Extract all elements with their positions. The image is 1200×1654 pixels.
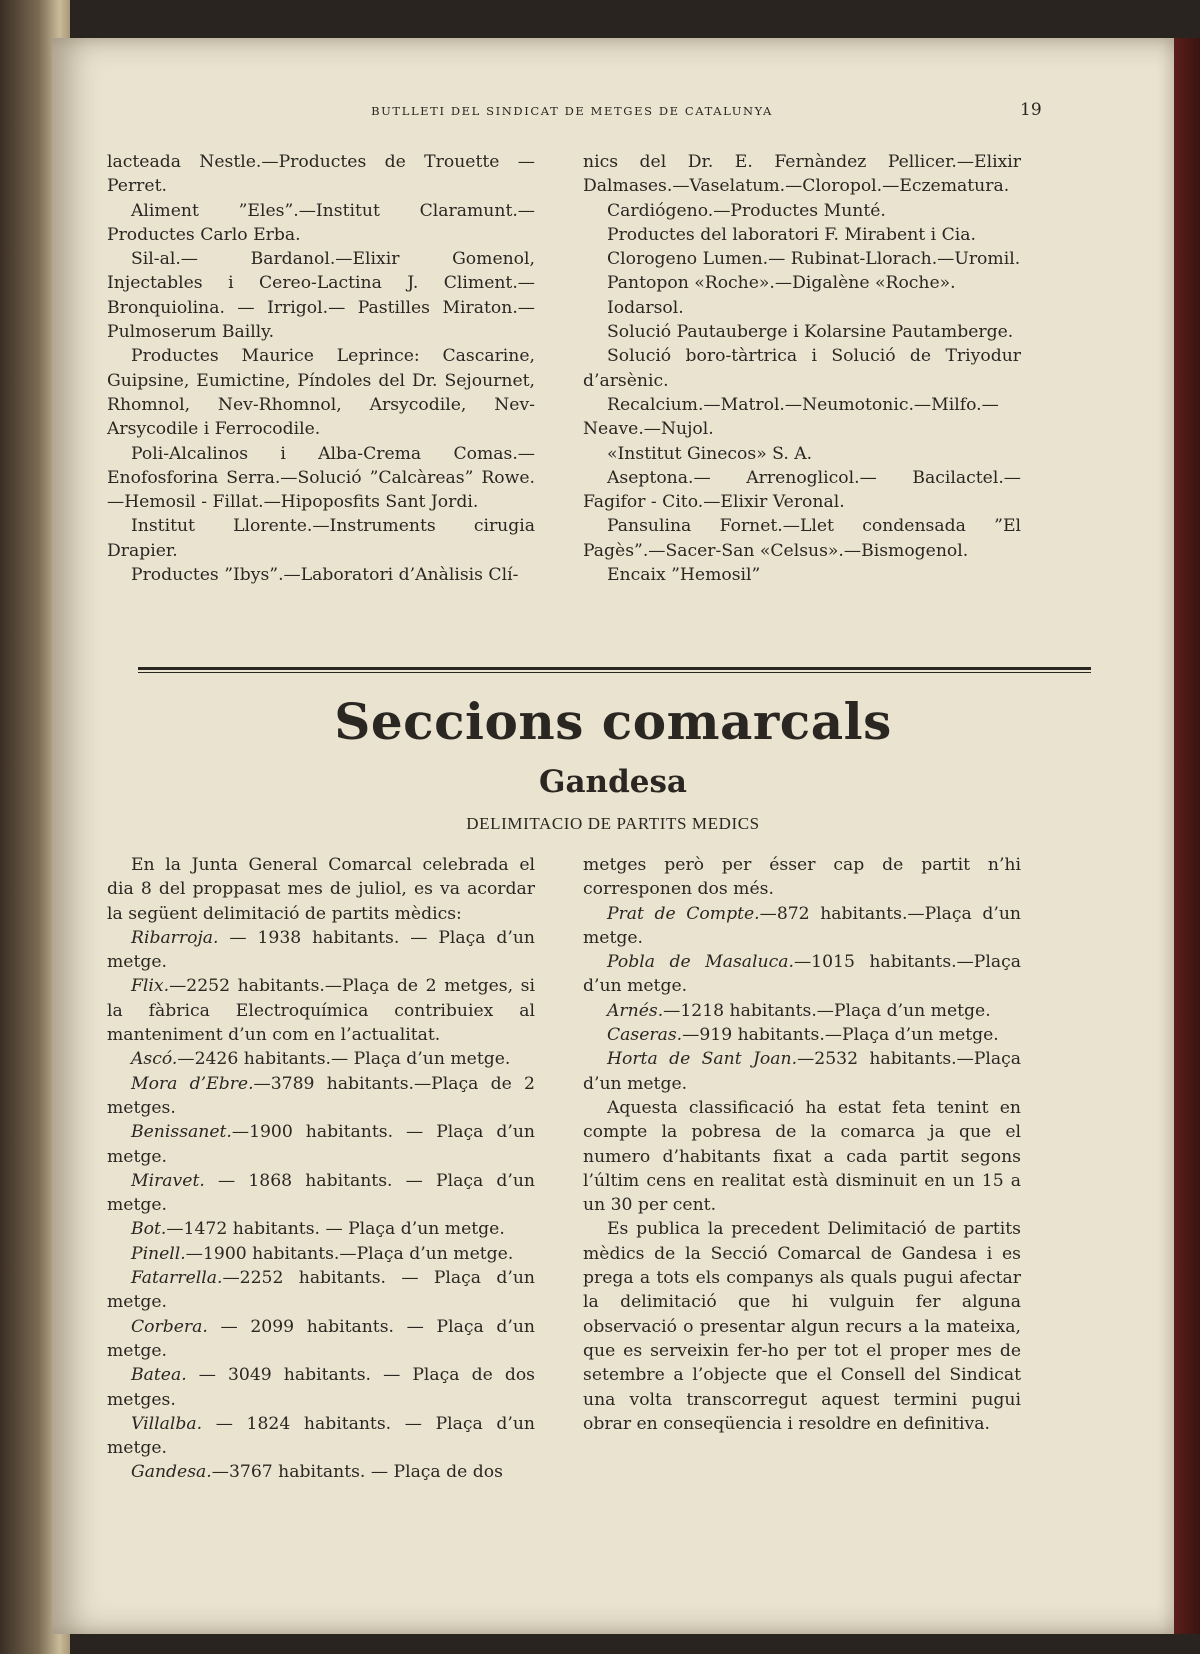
district-name: Batea.: [131, 1365, 187, 1386]
district-text: —2426 habitants.— Plaça d’un metge.: [177, 1049, 511, 1070]
district-entry: [583, 902, 1021, 951]
district-name: Ribarroja.: [131, 927, 219, 948]
district-name: Caseras.: [607, 1025, 683, 1046]
district-text: —3789 habitants.—Plaça de 2 metges.: [107, 1073, 535, 1118]
paragraph: [107, 853, 535, 926]
paragraph: Solució boro-tàrtrica i Solució de Triyodur d’arsènic.: [583, 346, 1021, 391]
district-name: Miravet.: [131, 1170, 205, 1191]
section-divider: [138, 667, 1091, 670]
district-entry: [107, 1315, 535, 1364]
district-text: — 1868 habitants. — Plaça d’un metge.: [107, 1170, 535, 1216]
district-text: —1218 habitants.—Plaça d’un metge.: [663, 1000, 991, 1021]
district-text: — 1824 habitants. — Plaça d’un metge.: [107, 1413, 535, 1459]
district-text: —919 habitants.—Plaça d’un metge.: [682, 1025, 999, 1046]
paragraph: [583, 1217, 1021, 1436]
paragraph: Aseptona.— Arrenoglicol.— Bacilactel.—Fagifor - Cito.—Elixir Veronal.: [583, 467, 1021, 513]
district-entry: [583, 1047, 1021, 1096]
paragraph: Sil-al.— Bardanol.—Elixir Gomenol, Injectables i Cereo-Lactina J. Climent.—Bronquiolina. — Irrigol.— Pastilles Miraton.— Pulmoserum Bailly.: [107, 249, 535, 343]
district-entry: [107, 1266, 535, 1315]
paragraph: Encaix ”Hemosil”: [607, 565, 761, 586]
paragraph: Pansulina Fornet.—Llet condensada ”El Pagès”.—Sacer-San «Celsus».—Bismogenol.: [583, 516, 1021, 561]
paragraph: Institut Llorente.—Instruments cirugia Drapier.: [107, 516, 535, 561]
district-entry: [107, 1363, 535, 1412]
paragraph: Aliment ”Eles”.—Institut Claramunt.—Productes Carlo Erba.: [107, 200, 535, 245]
advertisers-column-left: [107, 150, 535, 587]
district-name: Benissanet.: [131, 1122, 232, 1143]
paragraph: Productes ”Ibys”.—Laboratori d’Anàlisis Clí-: [131, 565, 519, 586]
district-name: Prat de Compte.: [607, 903, 760, 924]
paragraph: Productes del laboratori F. Mirabent i Cia.: [607, 224, 976, 245]
paragraph: Productes Maurice Leprince: Cascarine, Guipsine, Eumictine, Píndoles del Dr. Sejournet, Rhomnol, Nev-Rhomnol, Arsycodile, Nev-Arsycodile i Ferrocodile.: [107, 346, 535, 440]
section-divider-thin: [138, 672, 1091, 673]
district-entry: [107, 1242, 535, 1266]
paragraph: Pantopon «Roche».—Digalène «Roche».: [607, 273, 956, 294]
page-number: 19: [1020, 100, 1042, 120]
district-name: Pobla de Masaluca.: [607, 952, 794, 973]
district-text: — 3049 habitants. — Plaça de dos metges.: [107, 1365, 535, 1410]
district-text: —2252 habitants. — Plaça d’un metge.: [107, 1268, 535, 1313]
district-entry: [107, 1412, 535, 1461]
district-text: — 1938 habitants. — Plaça d’un metge.: [107, 927, 535, 973]
districts-column-right: [583, 853, 1021, 1436]
paragraph: lacteada Nestle.—Productes de Trouette — Perret.: [107, 152, 535, 197]
district-name: Corbera.: [131, 1316, 208, 1337]
place-title: Gandesa: [538, 764, 688, 800]
paragraph: Cardiógeno.—Productes Munté.: [607, 200, 886, 221]
district-entry: [107, 1072, 535, 1121]
district-name: Ascó.: [131, 1049, 178, 1070]
paragraph: «Institut Ginecos» S. A.: [607, 443, 813, 464]
district-text: — 2099 habitants. — Plaça d’un metge.: [107, 1316, 535, 1361]
district-text: —2532 habitants.—Plaça d’un metge.: [583, 1049, 1021, 1094]
paragraph: Poli-Alcalinos i Alba-Crema Comas.—Enofosforina Serra.—Solució ”Calcàreas” Rowe.—Hemosil - Fillat.—Hipoposfits Sant Jordi.: [107, 443, 535, 513]
district-entry: [107, 974, 535, 1047]
district-entry: [107, 1169, 535, 1218]
district-text: En la Junta General Comarcal celebrada el dia 8 del proppasat mes de juliol, es va acordar la següent delimitació de partits mèdics:: [107, 855, 535, 924]
district-text: —2252 habitants.—Plaça de 2 metges, si la fàbrica Electroquímica contribuiex al manteniment d’un com en l’actualitat.: [107, 976, 535, 1046]
district-name: Flix.: [131, 976, 170, 997]
district-entry: [107, 1217, 535, 1241]
district-name: Gandesa.: [131, 1462, 212, 1483]
district-text: —1015 habitants.—Plaça d’un metge.: [583, 952, 1021, 997]
district-entry: [583, 999, 1021, 1023]
district-entry: [583, 950, 1021, 999]
journal-title: BUTLLETI DEL SINDICAT DE METGES DE CATALUNYA: [371, 104, 773, 118]
district-text: —1472 habitants. — Plaça d’un metge.: [166, 1219, 505, 1240]
district-entry: [107, 1047, 535, 1071]
districts-column-left: [107, 853, 535, 1485]
paragraph: Solució Pautauberge i Kolarsine Pautamberge.: [607, 322, 1014, 343]
body-text: Aquesta classificació ha estat feta tenint en compte la pobresa de la comarca ja que el numero d’habitants fixat a cada partit segons l’últim cens en realitat està disminuit en un 15 a un 30 per cent.: [583, 1097, 1021, 1216]
paragraph: [583, 853, 1021, 902]
section-subheading: DELIMITACIO DE PARTITS MEDICS: [466, 814, 760, 833]
district-name: Horta de Sant Joan.: [607, 1049, 798, 1070]
district-text: —3767 habitants. — Plaça de dos: [211, 1462, 503, 1483]
district-entry: [107, 1460, 535, 1484]
district-text: —1900 habitants.—Plaça d’un metge.: [185, 1243, 514, 1264]
district-text: metges però per ésser cap de partit n’hi corresponen dos més.: [583, 855, 1021, 900]
advertisers-column-right: [583, 150, 1021, 587]
district-name: Pinell.: [131, 1243, 186, 1264]
district-text: —872 habitants.—Plaça d’un metge.: [583, 903, 1021, 948]
district-name: Villalba.: [131, 1413, 203, 1434]
district-entry: [107, 926, 535, 975]
district-name: Bot.: [131, 1219, 167, 1240]
book-cover-edge: [1174, 38, 1200, 1634]
district-name: Fatarrella.: [131, 1268, 223, 1289]
district-name: Mora d’Ebre.: [131, 1073, 254, 1094]
section-title: Seccions comarcals: [334, 692, 892, 751]
paragraph: nics del Dr. E. Fernàndez Pellicer.—Elixir Dalmases.—Vaselatum.—Cloropol.—Eczematura.: [583, 152, 1021, 197]
paragraph: Clorogeno Lumen.— Rubinat-Llorach.—Uromil.: [607, 249, 1021, 270]
district-entry: [583, 1023, 1021, 1047]
journal-page: [52, 38, 1174, 1634]
body-text: Es publica la precedent Delimitació de partits mèdics de la Secció Comarcal de Gandesa i es prega a tots els companys als quals pugui afectar la delimitació que hi vulguin fer alguna observació o presentar algun recurs a la mateixa, que es serveixin fer-ho per tot el proper mes de setembre a l’objecte que el Consell del Sindicat una volta transcorregut aquest termini pugui obrar en conseqüencia i resoldre en definitiva.: [583, 1219, 1021, 1434]
district-entry: [107, 1120, 535, 1169]
running-header: [52, 100, 1174, 124]
paragraph: Iodarsol.: [607, 297, 684, 318]
district-text: —1900 habitants. — Plaça d’un metge.: [107, 1122, 535, 1167]
paragraph: Recalcium.—Matrol.—Neumotonic.—Milfo.—Neave.—Nujol.: [583, 394, 999, 440]
district-name: Arnés.: [607, 1000, 664, 1021]
paragraph: [583, 1096, 1021, 1217]
